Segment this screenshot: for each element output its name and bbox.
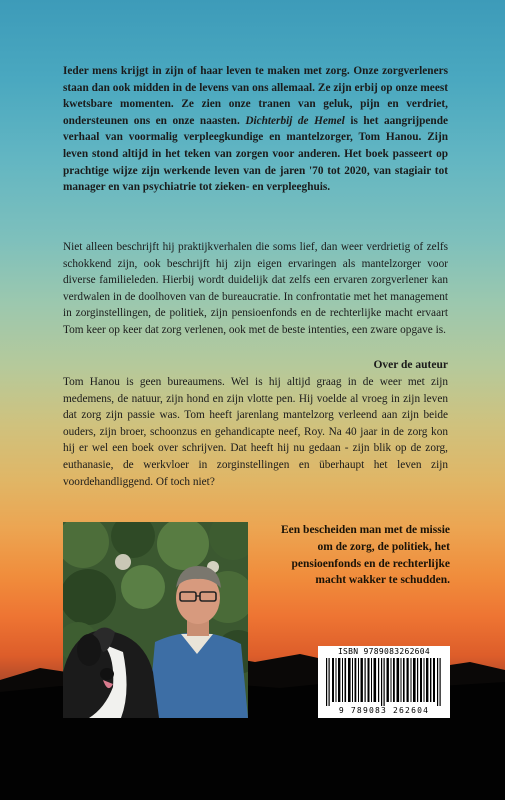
author-paragraph: Tom Hanou is geen bureaumens. Wel is hij altijd graag in de weer met zijn medemens, de natuur, zijn hond en zijn vlotte pen. Hij voelde al vroeg in zijn leven dat zorg zijn passie was. Tom heeft jarenlang mantelzorg verleend aan zijn beide ouders, zijn broer, schoonzus en gehandicapte neef, Roy. Na 40 jaar in de zorg kon hij er wel een boek over schrijven. Dat heeft hij nu gedaan - zijn blik op de zorg, euthanasie, de werkvloer in zorginstellingen en überhaupt het leven zijn voordehandliggend. Of toch niet?: [63, 376, 448, 488]
author-photo: [63, 522, 248, 718]
barcode-bars: [324, 658, 444, 706]
author-heading: Over de auteur: [373, 359, 448, 371]
barcode-digits: 9 789083 262604: [338, 706, 430, 715]
description-paragraph: Niet alleen beschrijft hij praktijkverhalen die soms lief, dan weer verdrietig of zelfs schokkend zijn, ook beschrijft hij zijn eigen ervaringen als mantelzorger voor diverse familieleden. Hierbij wordt duidelijk dat zelfs een ervaren zorgverlener kan verdwalen in de doolhoven van de bureaucratie. In confrontatie met het management in zorginstellingen, de politiek, zijn pensioenfonds en de rechterlijke macht ervaart Tom keer op keer dat zorg verlenen, ook met de beste intenties, een zware opgave is.: [63, 241, 448, 336]
intro-text-part1: Ieder mens krijgt in zijn of haar leven te maken met zorg. Onze zorgverleners staan dan ook midden in de levens van ons allemaal. Ze zijn erbij op onze meest kwetsbare momenten. Ze zien onze tranen van geluk, pijn en verdriet, ondersteunen ons en onze naasten.: [63, 65, 448, 127]
isbn-barcode: [318, 646, 450, 718]
isbn-label: ISBN 9789083262604: [337, 647, 431, 656]
intro-text-part2: is het aangrijpende verhaal van voormalig verpleegkundige en mantelzorger, Tom Hanou. Zijn leven stond altijd in het teken van zorgen voor anderen. Het boek passeert op prachtige wijze zijn werkende leven van de jaren '70 tot 2020, van stagiair tot manager en van psychiatrie tot zieken- en verpleeghuis.: [63, 114, 448, 194]
book-title: Dichterbij de Hemel: [245, 114, 345, 127]
tagline: Een bescheiden man met de missie om de zorg, de politiek, het pensioenfonds en de rechterlijke macht wakker te schudden.: [281, 524, 450, 587]
intro-paragraph: [63, 63, 448, 196]
